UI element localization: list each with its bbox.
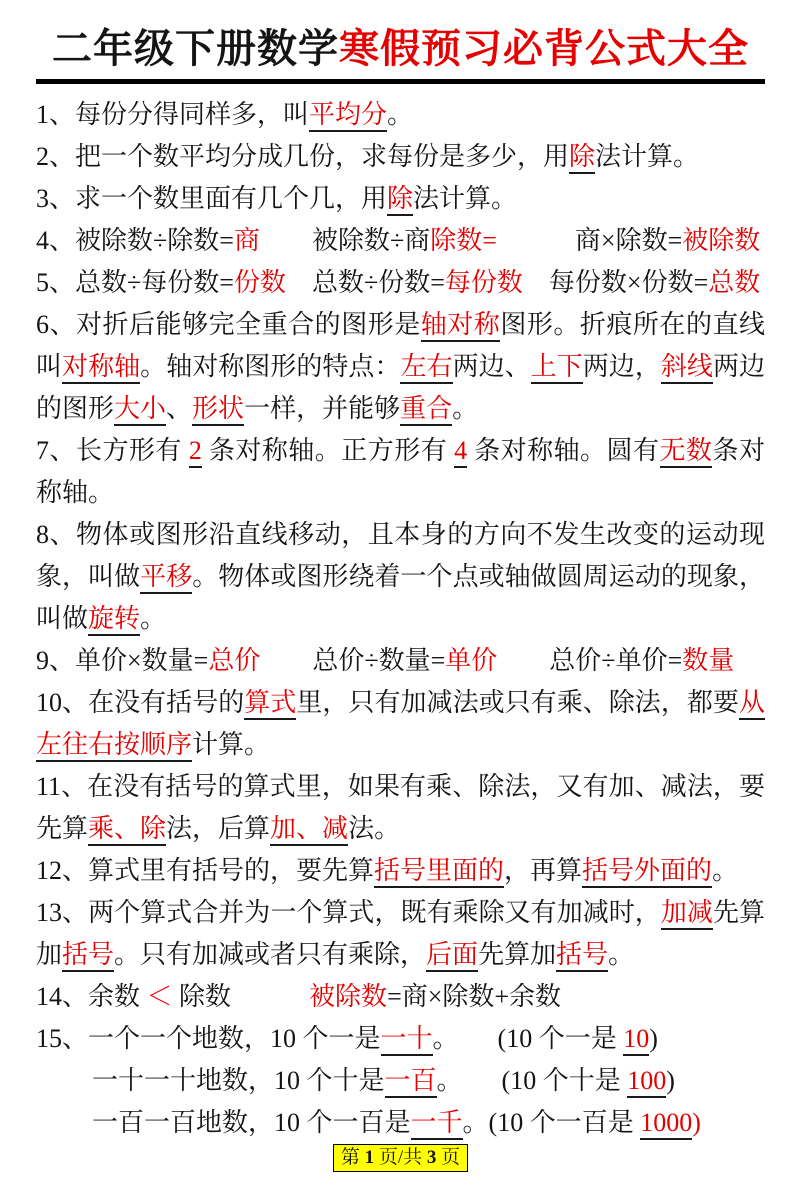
text-segment: 15、一个一个地数，10 个一是	[36, 1024, 381, 1053]
text-segment: 从左往右按顺序	[36, 688, 765, 762]
text-segment: 总价÷单价=	[497, 646, 683, 675]
text-segment: 每份数×份数=	[522, 268, 709, 297]
text-segment: 被除数	[682, 226, 761, 255]
text-segment: 11、在没有括号的算式里，如果有乘、除法，又有加、减法，要先算	[36, 772, 765, 843]
text-segment: 乘、除	[88, 814, 166, 846]
text-segment: 里，只有加减法或只有乘、除法，都要	[296, 688, 739, 717]
text-segment: 。物体或图形绕着一个点或轴做圆周运动的现象，叫做	[36, 562, 765, 633]
text-segment: 页	[436, 1147, 461, 1168]
text-segment: 4	[454, 436, 467, 468]
text-segment: )	[692, 1108, 701, 1137]
item-6	[36, 304, 765, 430]
text-segment: 一百	[385, 1066, 437, 1098]
text-segment: 数量	[682, 646, 735, 675]
text-segment: 一样，并能够	[244, 394, 401, 423]
text-segment: 3	[426, 1147, 437, 1168]
text-segment: 加、减	[270, 814, 348, 846]
text-segment: =商×除数+余数	[387, 982, 562, 1011]
text-segment: 法。	[348, 814, 401, 843]
text-segment: ，再算	[504, 856, 583, 885]
text-segment: 一十一十地数，10 个十是	[92, 1066, 385, 1095]
text-segment: 两边，	[582, 352, 661, 381]
text-segment: 10、在没有括号的	[36, 688, 245, 717]
text-segment: 括号	[62, 940, 114, 972]
text-segment: 计算。	[192, 730, 271, 759]
text-segment: 先算加	[478, 940, 557, 969]
text-segment: 每份数	[444, 268, 523, 297]
item-4	[36, 220, 765, 262]
text-segment: 总价÷数量=	[260, 646, 446, 675]
text-segment: 商	[233, 226, 260, 255]
text-segment: 除数=	[430, 226, 497, 255]
text-segment: 法计算。	[595, 142, 700, 171]
text-segment: 2、把一个数平均分成几份，求每份是多少，用	[36, 142, 570, 171]
item-10	[36, 682, 765, 766]
text-segment: 两边、	[452, 352, 531, 381]
page-title	[36, 24, 765, 74]
text-segment: 对称轴	[62, 352, 140, 384]
text-segment: 左右	[400, 352, 452, 384]
item-8	[36, 514, 765, 640]
text-segment: ＜	[146, 982, 173, 1011]
text-segment: 4、被除数÷除数=	[36, 226, 234, 255]
item-15-line-3	[36, 1102, 765, 1144]
text-segment: 3、求一个数里面有几个几，用	[36, 184, 388, 213]
text-segment: 。 (10 个十是	[436, 1066, 628, 1095]
text-segment: 。	[712, 856, 739, 885]
text-segment: 。	[140, 604, 167, 633]
text-segment: 重合	[400, 394, 452, 426]
text-segment: 图形。折痕所在的直线叫	[36, 310, 765, 381]
text-segment: 被除数÷商	[259, 226, 431, 255]
page-number-badge	[333, 1144, 468, 1172]
text-segment: 2	[189, 436, 202, 468]
text-segment: 旋转	[88, 604, 140, 636]
text-segment: 商×除数=	[496, 226, 683, 255]
text-segment: 轴对称	[421, 310, 501, 342]
item-9	[36, 640, 765, 682]
text-segment: 后面	[426, 940, 478, 972]
item-5	[36, 262, 765, 304]
text-segment: 8、物体或图形沿直线移动，且本身的方向不发生改变的运动现象，叫做	[36, 520, 765, 591]
text-segment: 大小	[114, 394, 166, 426]
text-segment: 一十	[381, 1024, 433, 1056]
item-2	[36, 136, 765, 178]
item-1	[36, 94, 765, 136]
text-segment: 加减	[661, 898, 713, 930]
text-segment: 页/共	[374, 1147, 427, 1168]
text-segment: 平均分	[309, 100, 387, 132]
text-segment: 总数÷份数=	[285, 268, 445, 297]
text-segment: 10	[623, 1024, 649, 1056]
item-15-line-2	[36, 1060, 765, 1102]
text-segment: 份数	[233, 268, 286, 297]
page-title-red-part: 寒假预习必背公式大全	[339, 26, 749, 71]
text-segment: 无数	[660, 436, 713, 468]
text-segment: 形状	[192, 394, 244, 426]
text-segment: 。	[387, 100, 414, 129]
text-segment: 括号里面的	[374, 856, 504, 888]
text-segment: 13、两个算式合并为一个算式，既有乘除又有加减时，	[36, 898, 661, 927]
page-footer	[36, 1144, 765, 1198]
text-segment: 除数	[172, 982, 310, 1011]
text-segment: 。只有加减或者只有乘除，	[114, 940, 427, 969]
text-segment: 。	[608, 940, 635, 969]
text-segment: 一百一百地数，10 个一百是	[92, 1108, 411, 1137]
text-segment: 括号外面的	[582, 856, 712, 888]
text-segment: 、	[166, 394, 193, 423]
text-segment: 12、算式里有括号的，要先算	[36, 856, 375, 885]
text-segment: 上下	[531, 352, 583, 384]
text-segment: 总价	[208, 646, 261, 675]
text-segment: 。(10 个一百是	[462, 1108, 641, 1137]
text-segment: 除	[569, 142, 595, 174]
text-segment: 9、单价×数量=	[36, 646, 209, 675]
item-7	[36, 430, 765, 514]
text-segment: 条对称轴。	[36, 436, 765, 507]
text-segment: )	[666, 1066, 675, 1095]
item-12	[36, 850, 765, 892]
text-segment: 总数	[708, 268, 761, 297]
text-segment: 括号	[556, 940, 608, 972]
text-segment: 被除数	[309, 982, 388, 1011]
text-segment: 两边的图形	[36, 352, 765, 423]
item-3	[36, 178, 765, 220]
text-segment: 7、长方形有	[36, 436, 189, 465]
item-11	[36, 766, 765, 850]
text-segment: 条对称轴。正方形有	[201, 436, 455, 465]
text-segment: 平移	[140, 562, 192, 594]
text-segment: 5、总数÷每份数=	[36, 268, 234, 297]
text-segment: 1	[364, 1147, 375, 1168]
text-segment: 1、每份分得同样多，叫	[36, 100, 310, 129]
title-double-underline	[36, 79, 765, 84]
page-title-black-part: 二年级下册数学	[52, 26, 339, 71]
text-segment: 条对称轴。圆有	[467, 436, 660, 465]
text-segment: 算式	[244, 688, 296, 720]
text-segment: 斜线	[661, 352, 713, 384]
text-segment: 单价	[445, 646, 498, 675]
text-segment: 法计算。	[413, 184, 518, 213]
formula-list	[36, 94, 765, 1144]
text-segment: 先算加	[36, 898, 765, 969]
text-segment: 。 (10 个一是	[432, 1024, 624, 1053]
item-13	[36, 892, 765, 976]
text-segment: )	[649, 1024, 658, 1053]
text-segment: 一千	[411, 1108, 463, 1140]
text-segment: 。轴对称图形的特点：	[140, 352, 401, 381]
text-segment: 14、余数	[36, 982, 147, 1011]
text-segment: 6、对折后能够完全重合的图形是	[36, 310, 421, 339]
text-segment: 1000	[640, 1108, 692, 1140]
text-segment: 除	[387, 184, 413, 216]
text-segment: 。	[452, 394, 479, 423]
item-15-line-1	[36, 1018, 765, 1060]
text-segment: 第	[340, 1147, 365, 1168]
item-14	[36, 976, 765, 1018]
text-segment: 法，后算	[166, 814, 271, 843]
text-segment: 100	[627, 1066, 666, 1098]
